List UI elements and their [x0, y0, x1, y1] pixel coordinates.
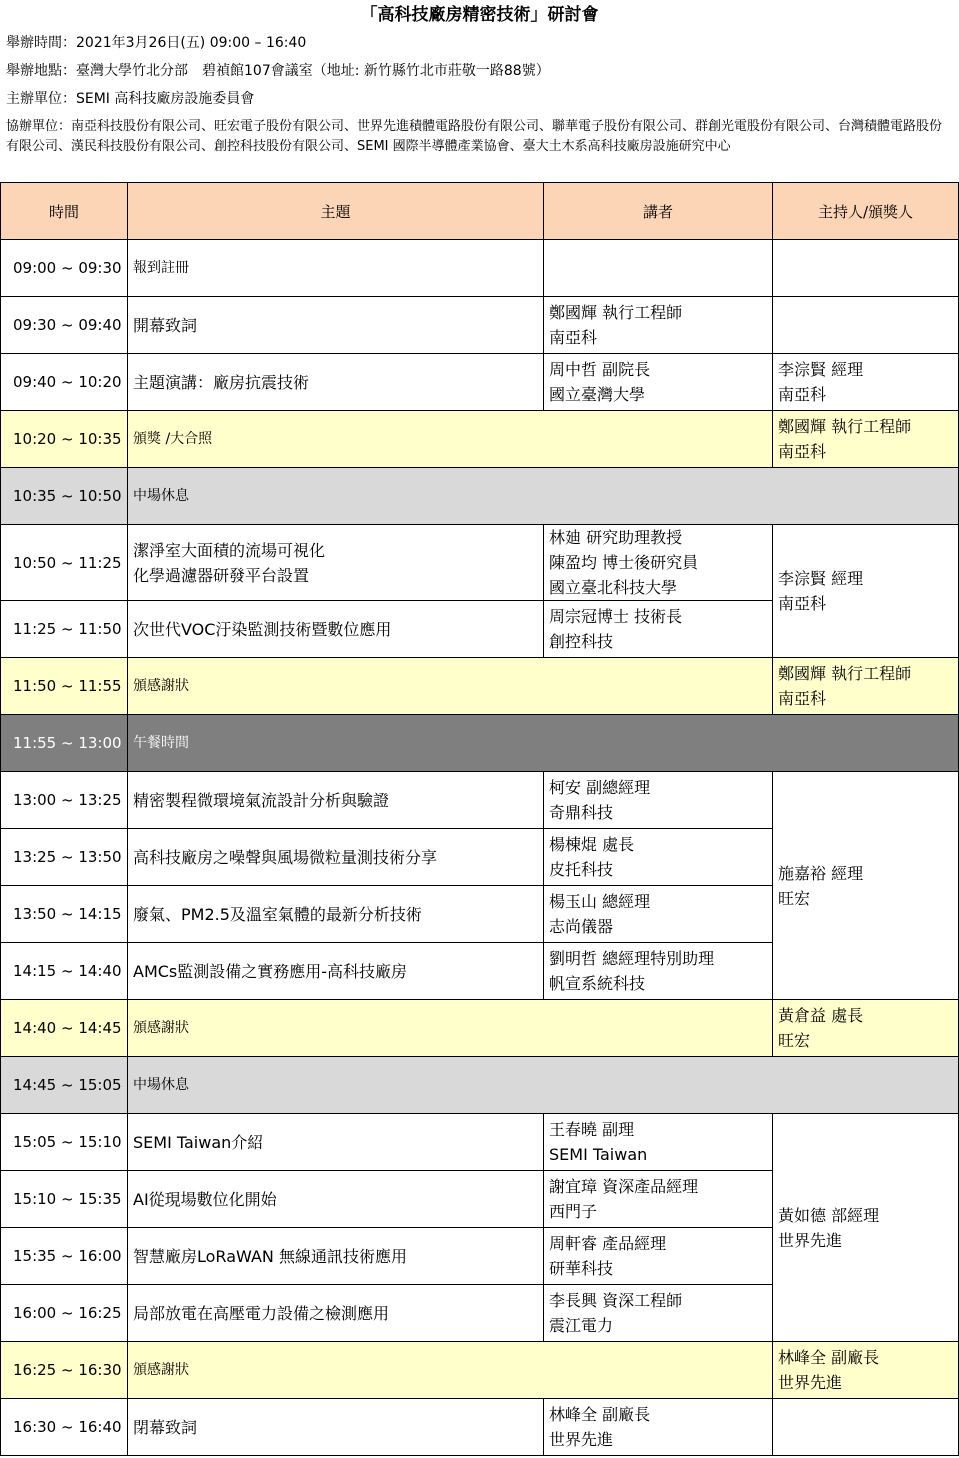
time-cell: 09:00 ~ 09:30: [1, 240, 128, 297]
topic-cell: 廢氣、PM2.5及溫室氣體的最新分析技術: [128, 886, 544, 943]
organizer: 主辦單位：SEMI 高科技廠房設施委員會: [6, 91, 255, 107]
time-cell: 10:50 ~ 11:25: [1, 525, 128, 601]
speaker-org: 震江電力: [549, 1316, 614, 1335]
column-header-speaker: 講者: [544, 183, 773, 240]
speaker-cell: [544, 886, 773, 943]
host-cell: [773, 1114, 959, 1342]
time-cell: 10:35 ~ 10:50: [1, 468, 128, 525]
table-row: [1, 297, 959, 354]
time-cell: 14:40 ~ 14:45: [1, 1000, 128, 1057]
time-cell: 09:40 ~ 10:20: [1, 354, 128, 411]
speaker-name: 陳盈均 博士後研究員: [549, 553, 699, 572]
host-name: 鄭國輝 執行工程師: [778, 417, 912, 436]
speaker-cell: [544, 240, 773, 297]
topic-cell: [128, 525, 544, 601]
topic-cell: 精密製程微環境氣流設計分析與驗證: [128, 772, 544, 829]
award-row: [1, 658, 959, 715]
topic-cell: 報到註冊: [128, 240, 544, 297]
break-row: [1, 1057, 959, 1114]
host-org: 世界先進: [778, 1230, 843, 1250]
time-cell: 15:35 ~ 16:00: [1, 1228, 128, 1285]
speaker-cell: [544, 354, 773, 411]
host-cell: [773, 297, 959, 354]
speaker-name: 林廸 研究助理教授: [549, 528, 683, 547]
speaker-org: 皮托科技: [549, 860, 614, 879]
topic-cell: 中場休息: [128, 468, 959, 525]
time-cell: 14:45 ~ 15:05: [1, 1057, 128, 1114]
topic-cell: 主題演講：廠房抗震技術: [128, 354, 544, 411]
speaker-org: 創控科技: [549, 632, 614, 651]
topic-cell: 頒獎 /大合照: [128, 411, 773, 468]
speaker-name: 楊棟焜 處長: [549, 835, 635, 854]
host-cell: [773, 1000, 959, 1057]
break-row: [1, 468, 959, 525]
host-name: 鄭國輝 執行工程師: [778, 664, 912, 683]
table-row: [1, 525, 959, 601]
host-name: 施嘉裕 經理: [778, 863, 864, 883]
topic-cell: 局部放電在高壓電力設備之檢測應用: [128, 1285, 544, 1342]
event-date: 舉辦時間：2021年3月26日(五) 09:00 – 16:40: [6, 35, 307, 51]
topic-cell: 開幕致詞: [128, 297, 544, 354]
speaker-name: 周中哲 副院長: [549, 360, 651, 379]
host-name: 林峰全 副廠長: [778, 1348, 880, 1367]
speaker-name: 周軒睿 產品經理: [549, 1234, 667, 1253]
host-name: 李淙賢 經理: [778, 360, 864, 379]
column-header-time: 時間: [1, 183, 128, 240]
time-cell: 11:25 ~ 11:50: [1, 601, 128, 658]
speaker-cell: [544, 829, 773, 886]
time-cell: 16:25 ~ 16:30: [1, 1342, 128, 1399]
host-org: 南亞科: [778, 442, 827, 461]
time-cell: 15:05 ~ 15:10: [1, 1114, 128, 1171]
speaker-cell: [544, 1285, 773, 1342]
speaker-name: 王春曉 副理: [549, 1120, 635, 1139]
speaker-cell: [544, 1228, 773, 1285]
table-row: [1, 1114, 959, 1171]
topic-cell: AMCs監測設備之實務應用-高科技廠房: [128, 943, 544, 1000]
topic-cell: 智慧廠房LoRaWAN 無線通訊技術應用: [128, 1228, 544, 1285]
speaker-cell: [544, 1114, 773, 1171]
award-row: [1, 1000, 959, 1057]
speaker-name: 李長興 資深工程師: [549, 1291, 683, 1310]
speaker-cell: [544, 943, 773, 1000]
topic-cell: 頒感謝狀: [128, 658, 773, 715]
time-cell: 16:00 ~ 16:25: [1, 1285, 128, 1342]
host-cell: [773, 772, 959, 1000]
table-row: [1, 240, 959, 297]
topic-cell: 頒感謝狀: [128, 1000, 773, 1057]
host-cell: [773, 411, 959, 468]
host-org: 旺宏: [778, 1031, 811, 1050]
topic-cell: 午餐時間: [128, 715, 959, 772]
speaker-name: 鄭國輝 執行工程師: [549, 303, 683, 322]
speaker-org: 研華科技: [549, 1259, 614, 1278]
speaker-name: 楊玉山 總經理: [549, 892, 651, 911]
time-cell: 10:20 ~ 10:35: [1, 411, 128, 468]
host-cell: [773, 354, 959, 411]
award-row: [1, 1342, 959, 1399]
speaker-org: 奇鼎科技: [549, 803, 614, 822]
host-org: 南亞科: [778, 385, 827, 404]
host-org: 南亞科: [778, 689, 827, 708]
host-name: 李淙賢 經理: [778, 569, 864, 588]
speaker-org: 志尚儀器: [549, 917, 614, 936]
schedule-table: [0, 182, 959, 1456]
column-header-host: 主持人/頒獎人: [773, 183, 959, 240]
host-name: 黃如德 部經理: [778, 1205, 880, 1225]
host-cell: [773, 240, 959, 297]
host-org: 世界先進: [778, 1373, 843, 1392]
speaker-name: 林峰全 副廠長: [549, 1405, 651, 1424]
speaker-cell: [544, 1399, 773, 1456]
award-row: [1, 411, 959, 468]
speaker-name: 謝宜璋 資深產品經理: [549, 1177, 699, 1196]
speaker-name: 劉明哲 總經理特別助理: [549, 949, 715, 968]
speaker-cell: [544, 297, 773, 354]
topic-cell: 頒感謝狀: [128, 1342, 773, 1399]
topic-line: 化學過濾器研發平台設置: [133, 565, 310, 585]
speaker-cell: [544, 525, 773, 601]
table-row: [1, 1399, 959, 1456]
page-title: 「高科技廠房精密技術」研討會: [360, 5, 599, 25]
speaker-org: 西門子: [549, 1202, 598, 1221]
host-name: 黃倉益 處長: [778, 1006, 864, 1025]
speaker-org: SEMI Taiwan: [549, 1145, 648, 1164]
lunch-row: [1, 715, 959, 772]
speaker-name: 周宗冠博士 技術長: [549, 607, 683, 626]
table-header-row: [1, 183, 959, 240]
host-org: 旺宏: [778, 888, 811, 908]
host-org: 南亞科: [778, 594, 827, 613]
topic-cell: 次世代VOC汙染監測技術暨數位應用: [128, 601, 544, 658]
host-cell: [773, 525, 959, 658]
speaker-name: 柯安 副總經理: [549, 778, 651, 797]
column-header-topic: 主題: [128, 183, 544, 240]
time-cell: 13:25 ~ 13:50: [1, 829, 128, 886]
host-cell: [773, 1399, 959, 1456]
speaker-org: 帆宣系統科技: [549, 974, 646, 993]
time-cell: 14:15 ~ 14:40: [1, 943, 128, 1000]
speaker-cell: [544, 772, 773, 829]
time-cell: 13:50 ~ 14:15: [1, 886, 128, 943]
topic-cell: 中場休息: [128, 1057, 959, 1114]
speaker-cell: [544, 601, 773, 658]
co-organizers: 協辦單位：南亞科技股份有限公司、旺宏電子股份有限公司、世界先進積體電路股份有限公司、聯華電子股份有限公司、群創光電股份有限公司、台灣積體電路股份有限公司、漢民科技股份有限公司、創控科技股份有限公司、SEMI 國際半導體產業協會、臺大土木系高科技廠房設施研究中心: [6, 119, 943, 154]
time-cell: 09:30 ~ 09:40: [1, 297, 128, 354]
speaker-org: 南亞科: [549, 328, 598, 347]
speaker-org: 國立臺北科技大學: [549, 578, 678, 597]
topic-line: 潔淨室大面積的流場可視化: [133, 540, 326, 560]
time-cell: 11:50 ~ 11:55: [1, 658, 128, 715]
table-row: [1, 354, 959, 411]
speaker-cell: [544, 1171, 773, 1228]
topic-cell: SEMI Taiwan介紹: [128, 1114, 544, 1171]
time-cell: 11:55 ~ 13:00: [1, 715, 128, 772]
host-cell: [773, 1342, 959, 1399]
topic-cell: AI從現場數位化開始: [128, 1171, 544, 1228]
topic-cell: 閉幕致詞: [128, 1399, 544, 1456]
time-cell: 16:30 ~ 16:40: [1, 1399, 128, 1456]
event-venue: 舉辦地點：臺灣大學竹北分部 碧禎館107會議室（地址: 新竹縣竹北市莊敬一路88號）: [6, 63, 550, 79]
speaker-org: 國立臺灣大學: [549, 385, 646, 404]
speaker-org: 世界先進: [549, 1430, 614, 1449]
table-row: [1, 772, 959, 829]
topic-cell: 高科技廠房之噪聲與風場微粒量測技術分享: [128, 829, 544, 886]
time-cell: 15:10 ~ 15:35: [1, 1171, 128, 1228]
time-cell: 13:00 ~ 13:25: [1, 772, 128, 829]
host-cell: [773, 658, 959, 715]
